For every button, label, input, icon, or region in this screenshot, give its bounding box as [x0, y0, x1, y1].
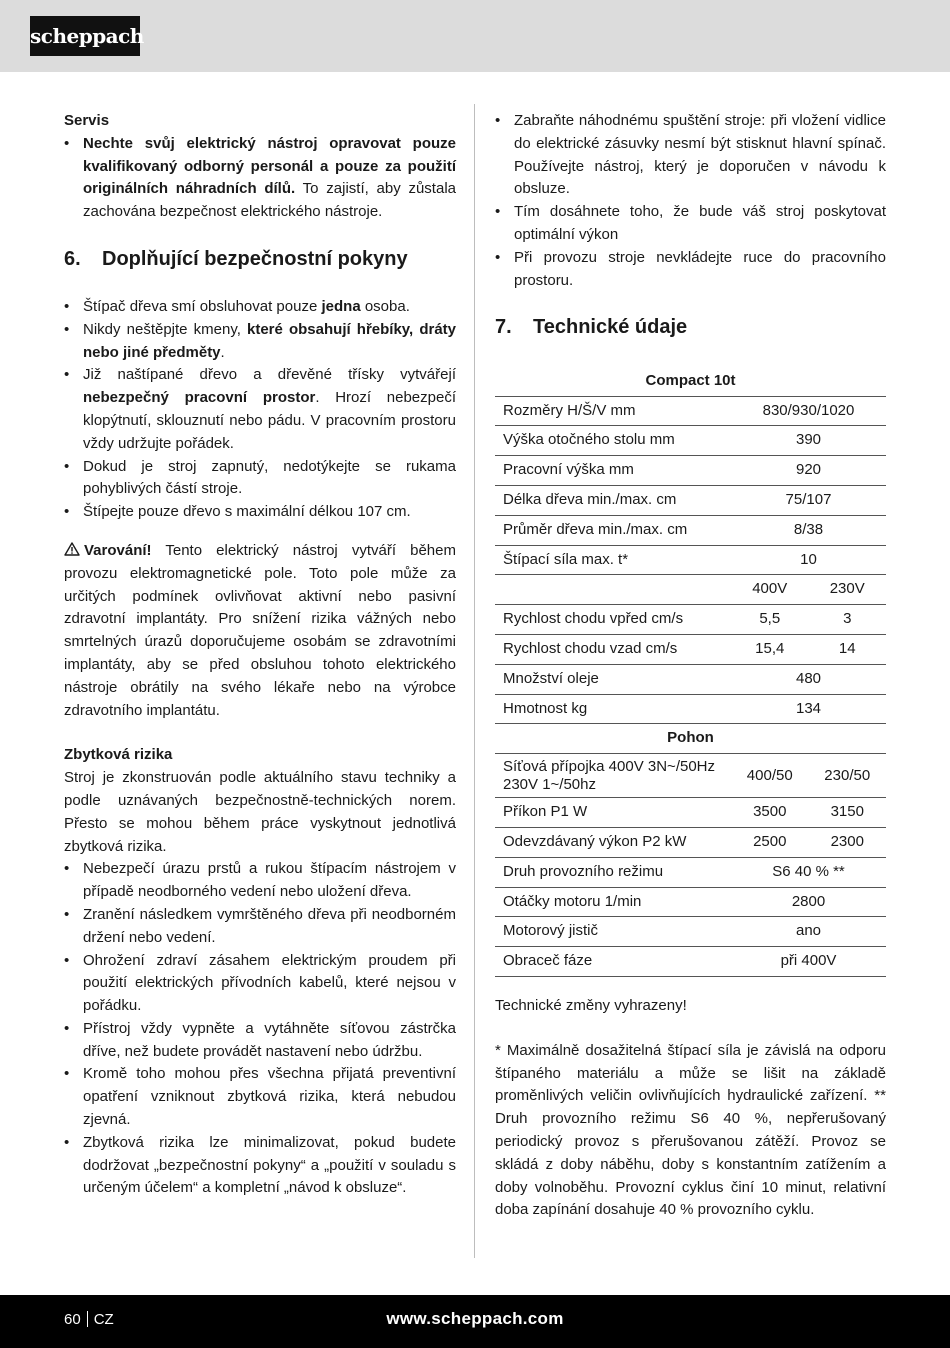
row-value: 230/50 [809, 754, 887, 798]
drive-header: Pohon [495, 724, 886, 754]
table-row [495, 426, 886, 456]
text: . [220, 343, 225, 361]
list-item [64, 319, 456, 365]
list-item: • Zranění následkem vymrštěného dřeva při neodborném držení nebo vedení. [64, 904, 456, 950]
table-row [495, 887, 886, 917]
row-value: 480 [731, 664, 886, 694]
row-label: Průměr dřeva min./max. cm [495, 515, 731, 545]
table-row [495, 515, 886, 545]
warning-text: Tento elektrický nástroj vytváří během provozu elektromagnetické pole. Toto pole může za určitých podmínek ovlivňovat aktivní nebo pasivní zdravotní implantáty. Pro snížení rizika vážných nebo smrtelných úrazů doporučujeme osobám se zdravotními implantáty, aby se před obsluhou tohoto elektrického nástroje obrátily na svého lékaře nebo na výrobce zdravotního implantátu. [64, 541, 456, 719]
list-item [64, 364, 456, 455]
row-label: Rychlost chodu vpřed cm/s [495, 605, 731, 635]
safety-list [64, 296, 456, 524]
table-row [495, 396, 886, 426]
section-title: Technické údaje [533, 316, 688, 339]
warning-paragraph [64, 540, 456, 722]
language-code: CZ [93, 1311, 114, 1328]
row-label: Výška otočného stolu mm [495, 426, 731, 456]
section-7-heading [495, 314, 886, 340]
row-value: 15,4 [731, 635, 809, 665]
footnote-paragraph: * Maximálně dosažitelná štípací síla je závislá na odporu štípaného materiálu a může se lišit na základě proměnlivých veličin ovlivňujících hydraulické zařízení. ** Druh provozního režimu S6 40 %, nepřerušovaný periodický provoz s přerušovanou zátěží. Provoz se skládá z doby náběhu, doby s konstantním zatížením a doby volnoběhu. Provozní cyklus činí 10 minut, relativní doba zapínání dosahuje 40 % provozního cyklu. [495, 1041, 886, 1219]
table-row [495, 798, 886, 828]
row-value: 8/38 [731, 515, 886, 545]
text: osoba. [360, 297, 410, 315]
row-value: S6 40 % ** [731, 857, 886, 887]
row-value: 2300 [809, 828, 887, 858]
row-value: 134 [731, 694, 886, 724]
list-item [64, 296, 456, 319]
row-label: Pracovní výška mm [495, 456, 731, 486]
bold-text: jedna [321, 297, 361, 315]
servis-item-bold: Nechte svůj elektrický nástroj opravovat pouze kvalifikovaný odborný personál a pouze za použití originálních náhradních dílů. [83, 134, 456, 198]
list-item: • Přístroj vždy vypněte a vytáhněte síťovou zástrčka dříve, než budete provádět nastavení nebo údržbu. [64, 1018, 456, 1064]
column-divider [474, 104, 475, 1258]
table-row [495, 664, 886, 694]
row-label: Rozměry H/Š/V mm [495, 396, 731, 426]
row-value: 920 [731, 456, 886, 486]
warning-triangle-icon [64, 542, 80, 556]
table-row [495, 857, 886, 887]
row-label: Motorový jistič [495, 917, 731, 947]
table-row [495, 828, 886, 858]
row-label: Délka dřeva min./max. cm [495, 486, 731, 516]
row-label: Druh provozního režimu [495, 857, 731, 887]
top-list [495, 110, 886, 292]
technical-changes-note: Technické změny vyhrazeny! [495, 997, 687, 1015]
table-row [495, 724, 886, 754]
text: Štípač dřeva smí obsluhovat pouze [83, 297, 322, 315]
table-row [495, 486, 886, 516]
row-label: Obraceč fáze [495, 947, 731, 977]
row-value: 14 [809, 635, 887, 665]
residual-risks-title: Zbytková rizika [64, 746, 173, 764]
right-column [495, 110, 886, 1222]
row-value: 3150 [809, 798, 887, 828]
table-row [495, 545, 886, 575]
table-row [495, 947, 886, 977]
voltage-400-header: 400V [731, 575, 809, 605]
row-value: 5,5 [731, 605, 809, 635]
list-item: • Ohrožení zdraví zásahem elektrickým proudem při použití elektrických přívodních kabelů, které nejsou v pořádku. [64, 950, 456, 1018]
row-value: ano [731, 917, 886, 947]
list-item: • Při provozu stroje nevkládejte ruce do pracovního prostoru. [495, 247, 886, 293]
table-row [495, 917, 886, 947]
row-value: 3500 [731, 798, 809, 828]
row-value: 75/107 [731, 486, 886, 516]
left-column [64, 110, 456, 1200]
row-label: Hmotnost kg [495, 694, 731, 724]
list-item: • Tím dosáhnete toho, že bude váš stroj poskytovat optimální výkon [495, 201, 886, 247]
text: Nikdy neštěpjte kmeny, [83, 320, 247, 338]
list-item [64, 133, 456, 224]
voltage-230-header: 230V [809, 575, 887, 605]
row-label: Odevzdávaný výkon P2 kW [495, 828, 731, 858]
table-row [495, 605, 886, 635]
header-bar [0, 0, 950, 72]
model-header: Compact 10t [495, 366, 886, 396]
text: . Hrozí nebezpečí klopýtnutí, sklouznutí nebo pádu. V pracovním prostoru vždy udržujte pořádek. [83, 389, 456, 452]
warning-label: Varování! [84, 541, 152, 559]
power-label-line-2: 230V 1~/50hz [503, 775, 596, 793]
table-row [495, 635, 886, 665]
row-value: 10 [731, 545, 886, 575]
bold-text: nebezpečný pracovní prostor [83, 389, 316, 407]
section-6-heading [64, 246, 456, 272]
table-row [495, 456, 886, 486]
residual-risks-intro: Stroj je zkonstruován podle aktuálního stavu techniky a podle uznávaných bezpečnostně-technických norem. Přesto se mohou během práce vyskytnout jednotlivá zbytková rizika. [64, 769, 456, 855]
footer-bar [0, 1295, 950, 1348]
list-item: • Štípejte pouze dřevo s maximální délkou 107 cm. [64, 501, 456, 524]
row-value: 3 [809, 605, 887, 635]
row-label: Štípací síla max. t* [495, 545, 731, 575]
table-row [495, 694, 886, 724]
section-number: 6. [64, 247, 81, 270]
row-value: 400/50 [731, 754, 809, 798]
row-label: Příkon P1 W [495, 798, 731, 828]
row-value: 390 [731, 426, 886, 456]
row-label [495, 575, 731, 605]
table-row [495, 366, 886, 396]
table-row [495, 754, 886, 798]
row-value: 2500 [731, 828, 809, 858]
servis-list [64, 133, 456, 224]
list-item: • Zbytková rizika lze minimalizovat, pokud budete dodržovat „bezpečnostní pokyny“ a „použití v souladu s určeným účelem“ a kompletní „návod k obsluze“. [64, 1132, 456, 1200]
scheppach-logo: scheppach [30, 16, 140, 56]
text: Již naštípané dřevo a dřevěné třísky vytvářejí [83, 366, 456, 384]
section-number: 7. [495, 316, 512, 339]
list-item: • Nebezpečí úrazu prstů a rukou štípacím nástrojem v případě neodborného vedení nebo uložení dřeva. [64, 858, 456, 904]
row-value: 830/930/1020 [731, 396, 886, 426]
row-value: při 400V [731, 947, 886, 977]
list-item: • Dokud je stroj zapnutý, nedotýkejte se rukama pohyblivých částí stroje. [64, 456, 456, 502]
servis-title: Servis [64, 112, 110, 129]
row-label: Rychlost chodu vzad cm/s [495, 635, 731, 665]
bold-text: které obsahují hřebíky, dráty nebo jiné předměty [83, 320, 456, 361]
website-url: www.scheppach.com [386, 1309, 564, 1328]
technical-data-table [495, 366, 886, 977]
list-item: • Kromě toho mohou přes všechna přijatá preventivní opatření vzniknout zbytková rizika, která nebudou zjevná. [64, 1063, 456, 1131]
row-label: Otáčky motoru 1/min [495, 887, 731, 917]
power-label-line-1: Síťová přípojka 400V 3N~/50Hz [503, 757, 715, 775]
row-value: 2800 [731, 887, 886, 917]
row-label: Množství oleje [495, 664, 731, 694]
list-item: • Zabraňte náhodnému spuštění stroje: při vložení vidlice do elektrické zásuvky nesmí být stisknut hlavní spínač. Používejte nástroj, který je doporučen v návodu k obsluze. [495, 110, 886, 201]
residual-risks-list [64, 858, 456, 1200]
section-title: Doplňující bezpečnostní pokyny [102, 247, 408, 270]
row-label [495, 754, 731, 798]
table-row [495, 575, 886, 605]
servis-item-rest: To zajistí, aby zůstala zachována bezpečnost elektrického nástroje. [83, 180, 456, 221]
page-number: 60 [64, 1311, 81, 1328]
